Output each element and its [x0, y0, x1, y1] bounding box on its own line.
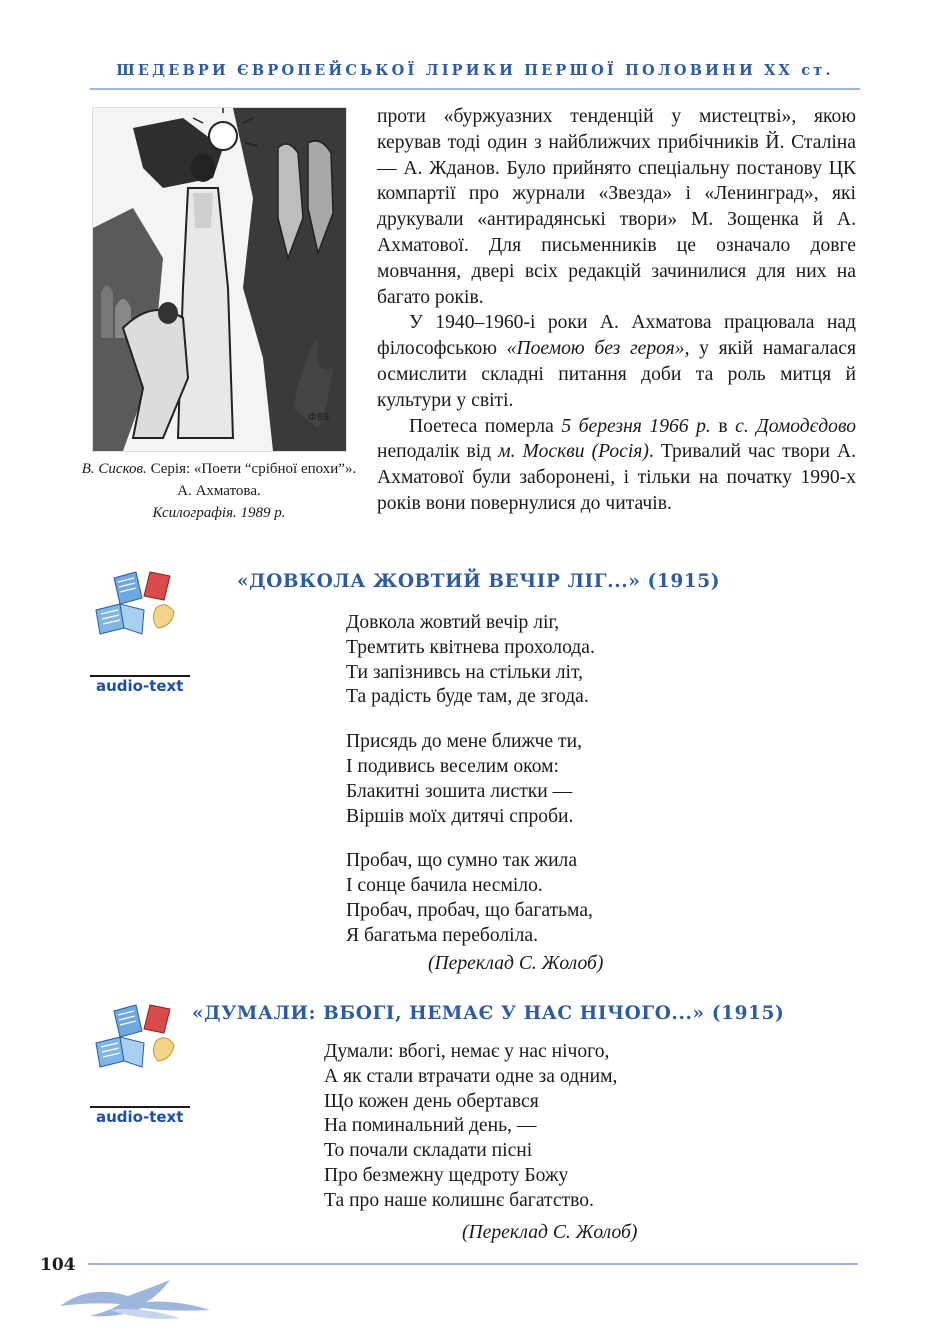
p2-text-c: , у якій намагалася осмислити складні питання доби та роль митця й культури у світі.: [377, 338, 856, 411]
stanza: [346, 849, 595, 948]
caption-technique: Ксилографія. 1989 р.: [152, 505, 286, 521]
poem-1-body: [346, 611, 595, 969]
poem-line: Присядь до мене ближче ти,: [346, 731, 582, 753]
caption-series: Серія: «Поети “срібної епохи”». А. Ахматова.: [146, 461, 357, 499]
poem-line: На поминальний день, —: [324, 1115, 537, 1137]
p3-death-date: 5 березня 1966 р.: [561, 415, 711, 437]
paragraph-2: [377, 310, 856, 413]
poem-line: І сонце бачила несміло.: [346, 875, 543, 897]
poem-line: Та про наше колишнє багатство.: [324, 1189, 594, 1211]
footer-rule: [88, 1263, 858, 1265]
woodcut-image: [93, 108, 346, 451]
paragraph-3: [377, 414, 856, 517]
poem-line: Ти запізнивсь на стільки літ,: [346, 661, 583, 683]
books-icon[interactable]: [92, 1003, 184, 1075]
p3-city: м. Москви (Росія): [498, 441, 649, 463]
poem-1-translator: (Переклад С. Жолоб): [428, 953, 604, 974]
page-number: 104: [40, 1255, 76, 1275]
poem-2-title: «ДУМАЛИ: ВБОГІ, НЕМАЄ У НАС НІЧОГО...» (1915): [192, 1003, 785, 1024]
stanza: [346, 611, 595, 710]
p2-text-a: У 1940–1960-і роки А. Ахматова працювала над філософською: [377, 312, 856, 360]
p3-text-g: . Тривалий час твори А. Ахматової були заборонені, і тільки на початку 1990-х років вони повернулися до читачів.: [377, 441, 856, 514]
poem-line: Пробач, що сумно так жила: [346, 850, 578, 872]
p3-text-c: в: [710, 415, 736, 437]
header-rule: [90, 88, 860, 90]
bird-icon: [50, 1266, 220, 1326]
poem-2-body: [324, 1040, 617, 1214]
p3-text-e: неподалік від: [377, 441, 499, 463]
poem-line: Пробач, пробач, що багатьма,: [346, 899, 593, 921]
p3-text-a: Поетеса померла: [409, 415, 562, 437]
poem-line: Довкола жовтий вечір ліг,: [346, 612, 560, 633]
woodcut-illustration: [92, 107, 347, 452]
poem-line: Блакитні зошита листки —: [346, 780, 573, 802]
poem-line: Думали: вбогі, немає у нас нічого,: [324, 1041, 610, 1062]
audio-text-link-1[interactable]: audio-text: [96, 677, 184, 695]
poem-2-translator: (Переклад С. Жолоб): [462, 1222, 638, 1243]
paragraph-1: проти «буржуазних тенденцій у мистецтві», якою керував тоді один з найближчих прибічників Й. Сталіна — А. Жданов. Було прийнято спеціальну постанову ЦК компартії про журнали «Звезда» і «Ленинград», які друкували «антирадянські твори» М. Зощенка й А. Ахматової. Для письменників це означало довге мовчання, двері всіх редакцій зачинилися для них на багато років.: [377, 106, 856, 308]
poem-1-title: «ДОВКОЛА ЖОВТИЙ ВЕЧІР ЛІГ...» (1915): [237, 571, 721, 592]
poem-line: І подивись веселим оком:: [346, 755, 559, 777]
poem-line: Я багатьма переболіла.: [346, 924, 538, 946]
books-icon[interactable]: [92, 570, 184, 642]
audio-text-link-2[interactable]: audio-text: [96, 1108, 184, 1126]
p3-village: с. Домодєдово: [735, 415, 857, 437]
stanza: [346, 730, 595, 829]
illustration-caption: [78, 458, 360, 524]
poem-line: А як стали втрачати одне за одним,: [324, 1065, 618, 1087]
caption-author: В. Сисков.: [81, 461, 147, 477]
p2-poem-name: «Поемою без героя»: [506, 338, 685, 360]
poem-line: Про безмежну щедроту Божу: [324, 1164, 569, 1186]
poem-line: Тремтить квітнева прохолода.: [346, 636, 595, 658]
running-header: ШЕДЕВРИ ЄВРОПЕЙСЬКОЇ ЛІРИКИ ПЕРШОЇ ПОЛОВИНИ XX ст.: [116, 62, 834, 79]
biography-text: [377, 104, 856, 517]
woodcut-signature: Ф89: [308, 412, 330, 423]
poem-line: Та радість буде там, де згода.: [346, 686, 589, 708]
poem-line: Віршів моїх дитячі спроби.: [346, 805, 574, 827]
poem-line: Що кожен день обертався: [324, 1090, 539, 1112]
poem-line: То почали складати пісні: [324, 1140, 533, 1162]
